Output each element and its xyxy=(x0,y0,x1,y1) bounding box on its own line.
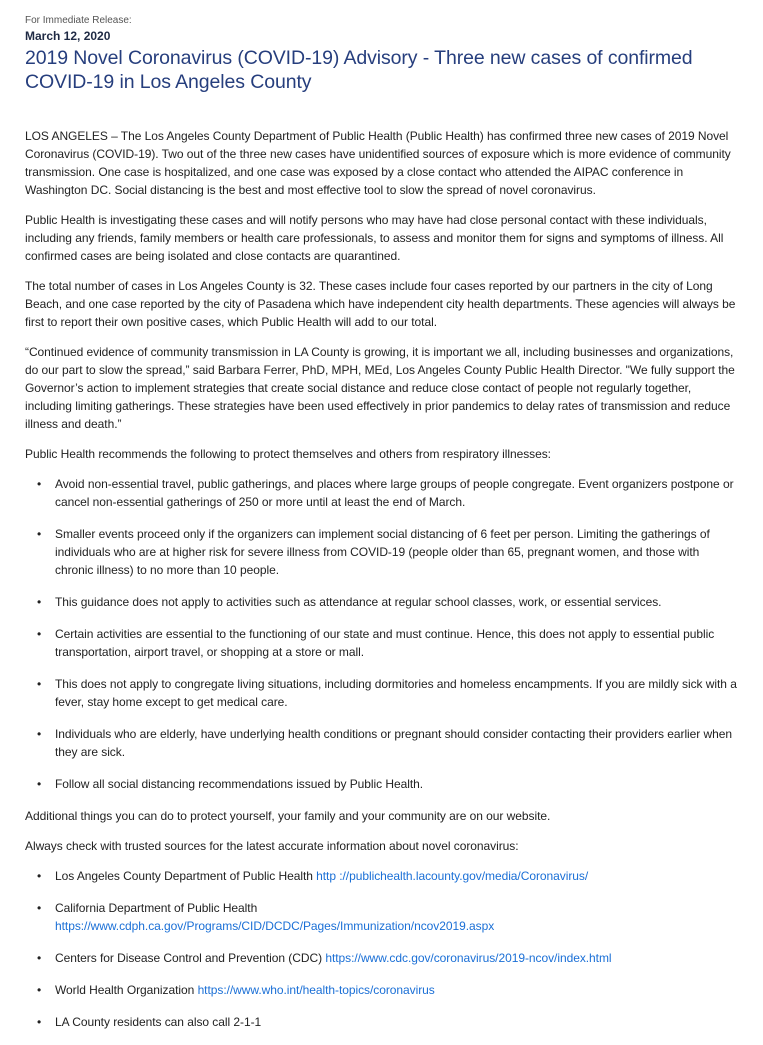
paragraph: LOS ANGELES – The Los Angeles County Department of Public Health (Public Health) has confirmed three new cases of 2019 Novel Coronavirus (COVID-19). Two out of the three new cases have unidentified sources of exposure which is more evidence of community transmission. One case is hospitalized, and one case was exposed by a close contact who attended the AIPAC conference in Washington DC. Social distancing is the best and most effective tool to slow the spread of novel coronavirus. xyxy=(25,129,731,197)
source-link[interactable]: https://www.cdph.ca.gov/Programs/CID/DCDC/Pages/Immunization/ncov2019.aspx xyxy=(55,919,495,933)
bullet-icon: • xyxy=(37,627,42,641)
source-name: Los Angeles County Department of Public Health xyxy=(55,869,317,883)
source-item xyxy=(25,981,739,999)
source-link[interactable]: https://www.cdc.gov/coronavirus/2019-ncov/index.html xyxy=(325,951,612,965)
list-item-text: Individuals who are elderly, have underlying health conditions or pregnant should consider contacting their providers earlier when they are sick. xyxy=(55,727,733,759)
paragraph: “Continued evidence of community transmission in LA County is growing, it is important we all, including businesses and organizations, do our part to slow the spread,” said Barbara Ferrer, PhD, MPH, MEd, Los Angeles County Public Health Director. "We fully support the Governor’s action to implement strategies that create social distance and reduce close contact of people not regularly together, including limiting gatherings. These strategies have been used effectively in prior pandemics to delay rates of transmission and reduce illness and death.” xyxy=(25,345,735,431)
list-item xyxy=(25,675,739,711)
source-name: California Department of Public Health xyxy=(55,901,258,915)
bullet-icon: • xyxy=(37,1015,42,1029)
list-item-text: Follow all social distancing recommendations issued by Public Health. xyxy=(55,777,424,791)
bullet-icon: • xyxy=(37,983,42,997)
bullet-icon: • xyxy=(37,869,42,883)
list-item xyxy=(25,525,739,579)
list-item xyxy=(25,593,739,611)
list-item xyxy=(25,725,739,761)
list-item-text: This guidance does not apply to activities such as attendance at regular school classes, work, or essential services. xyxy=(55,595,662,609)
paragraph: Additional things you can do to protect yourself, your family and your community are on our website. xyxy=(25,809,551,823)
source-name: LA County residents can also call 2-1-1 xyxy=(55,1015,262,1029)
source-item xyxy=(25,867,739,885)
source-link[interactable]: https://www.who.int/health-topics/coronavirus xyxy=(197,983,435,997)
recommendations-list xyxy=(25,475,739,793)
source-link[interactable]: http ://publichealth.lacounty.gov/media/Coronavirus/ xyxy=(316,869,589,883)
paragraph: Public Health is investigating these cases and will notify persons who may have had close personal contact with these individuals, including any friends, family members or health care professionals, to assess and monitor them for signs and symptoms of illness. All confirmed cases are being isolated and close contacts are quarantined. xyxy=(25,213,724,263)
page-title: 2019 Novel Coronavirus (COVID-19) Advisory - Three new cases of confirmed COVID-19 in Los Angeles County xyxy=(25,47,693,93)
bullet-icon: • xyxy=(37,951,42,965)
release-date: March 12, 2020 xyxy=(25,29,111,43)
list-item xyxy=(25,625,739,661)
bullet-icon: • xyxy=(37,477,42,491)
source-item xyxy=(25,949,739,967)
sources-list xyxy=(25,867,739,1031)
release-body xyxy=(25,127,739,1031)
paragraph: Always check with trusted sources for the latest accurate information about novel coronavirus: xyxy=(25,839,519,853)
bullet-icon: • xyxy=(37,727,42,741)
list-item xyxy=(25,775,739,793)
paragraph: The total number of cases in Los Angeles County is 32. These cases include four cases reported by our partners in the city of Long Beach, and one case reported by the city of Pasadena which have independent city health departments. These agencies will always be first to report their own positive cases, which Public Health will add to our total. xyxy=(25,279,736,329)
list-item-text: Certain activities are essential to the functioning of our state and must continue. Hence, this does not apply to essential public transportation, airport travel, or shopping at a store or mall. xyxy=(55,627,715,659)
list-item-text: Smaller events proceed only if the organizers can implement social distancing of 6 feet per person. Limiting the gatherings of individuals who are at higher risk for severe illness from COVID-19 (people older than 65, pregnant women, and those with chronic illness) to no more than 10 people. xyxy=(55,527,710,577)
list-item-text: Avoid non-essential travel, public gatherings, and places where large groups of people congregate. Event organizers postpone or cancel non-essential gatherings of 250 or more until at least the end of March. xyxy=(55,477,734,509)
bullet-icon: • xyxy=(37,901,42,915)
source-name: Centers for Disease Control and Prevention (CDC) xyxy=(55,951,326,965)
source-item xyxy=(25,1013,739,1031)
bullet-icon: • xyxy=(37,677,42,691)
bullet-icon: • xyxy=(37,527,42,541)
list-item-text: This does not apply to congregate living situations, including dormitories and homeless encampments. If you are mildly sick with a fever, stay home except to get medical care. xyxy=(55,677,737,709)
bullet-icon: • xyxy=(37,595,42,609)
bullet-icon: • xyxy=(37,777,42,791)
source-name: World Health Organization xyxy=(55,983,198,997)
release-label: For Immediate Release: xyxy=(25,15,132,26)
list-item xyxy=(25,475,739,511)
paragraph: Public Health recommends the following to protect themselves and others from respiratory illnesses: xyxy=(25,447,551,461)
source-item xyxy=(25,899,739,935)
